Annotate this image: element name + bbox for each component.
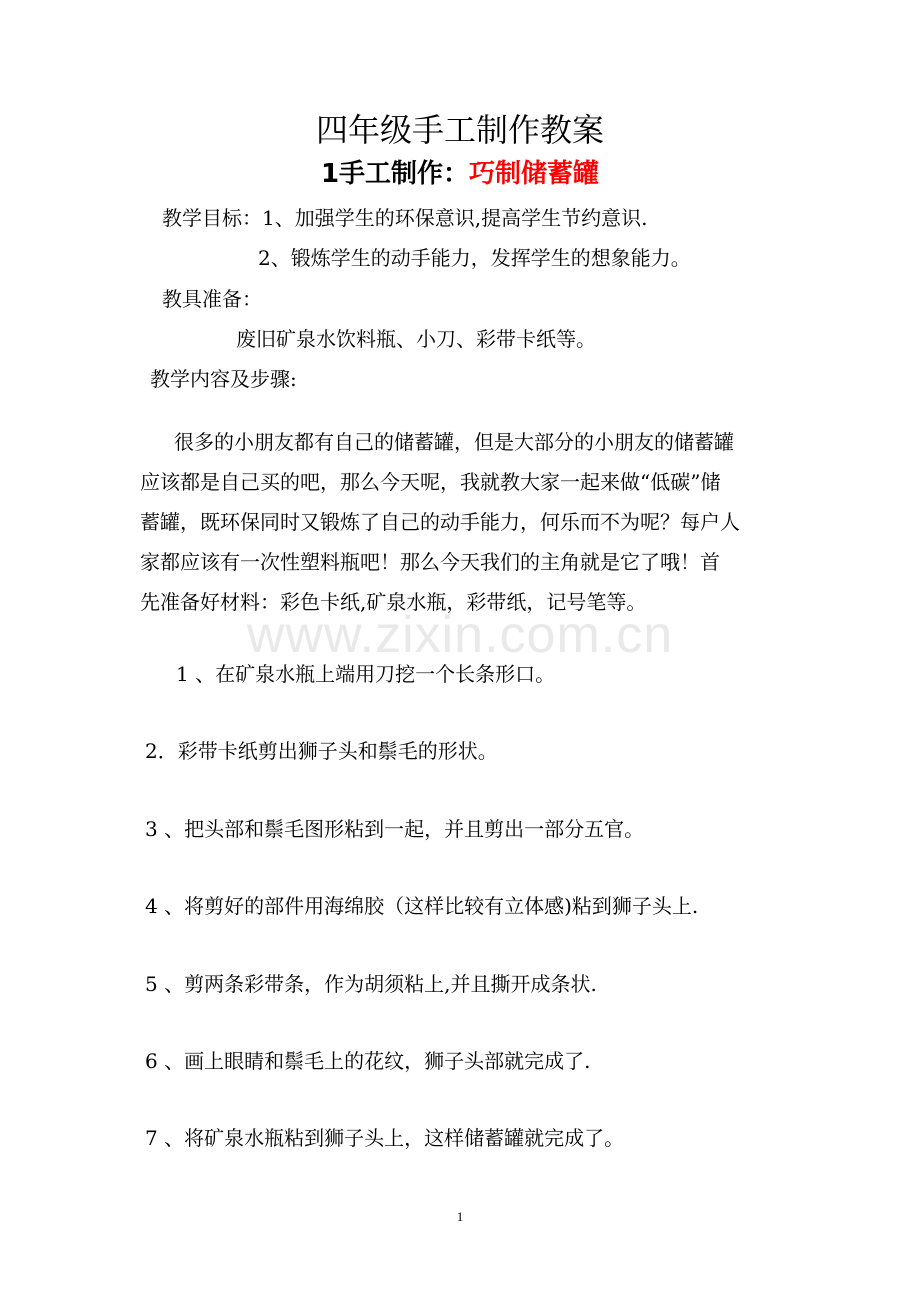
step-item: 2．彩带卡纸剪出狮子头和鬃毛的形状。 <box>145 739 498 763</box>
step-item: 1 、在矿泉水瓶上端用刀挖一个长条形口。 <box>176 662 556 686</box>
content-label: 教学内容及步骤: <box>150 367 297 391</box>
subtitle-highlight: 巧制储蓄罐 <box>469 159 600 189</box>
objective-2: 2、锻炼学生的动手能力，发挥学生的想象能力。 <box>258 246 691 270</box>
step-item: 5 、剪两条彩带条，作为胡须粘上,并且撕开成条状. <box>145 972 597 996</box>
step-item: 6 、画上眼睛和鬃毛上的花纹，狮子头部就完成了. <box>145 1049 591 1073</box>
intro-line: 蓄罐，既环保同时又锻炼了自己的动手能力，何乐而不为呢？每户人 <box>140 510 740 534</box>
step-item: 3 、把头部和鬃毛图形粘到一起，并且剪出一部分五官。 <box>145 817 645 841</box>
intro-line: 很多的小朋友都有自己的储蓄罐，但是大部分的小朋友的储蓄罐 <box>174 430 734 454</box>
page-number: 1 <box>456 1209 464 1224</box>
intro-line: 家都应该有一次性塑料瓶吧！那么今天我们的主角就是它了哦！首 <box>140 550 720 574</box>
materials-label: 教具准备： <box>162 287 262 311</box>
step-item: 7 、将矿泉水瓶粘到狮子头上，这样储蓄罐就完成了。 <box>145 1126 625 1150</box>
document-title: 四年级手工制作教案 <box>315 111 604 149</box>
intro-line: 应该都是自己买的吧，那么今天呢，我就教大家一起来做“低碳”储 <box>140 470 721 494</box>
materials-list: 废旧矿泉水饮料瓶、小刀、彩带卡纸等。 <box>236 327 596 351</box>
intro-line: 先准备好材料：彩色卡纸,矿泉水瓶，彩带纸，记号笔等。 <box>140 590 647 614</box>
intro-paragraph <box>140 422 790 622</box>
subtitle-prefix: 1手工制作： <box>320 159 470 189</box>
objective-1: 教学目标：1、加强学生的环保意识,提高学生节约意识. <box>162 206 648 230</box>
watermark: www.zixin.com.cn <box>246 606 674 664</box>
document-subtitle <box>0 155 920 193</box>
step-item: 4 、将剪好的部件用海绵胶（这样比较有立体感)粘到狮子头上. <box>145 894 699 918</box>
